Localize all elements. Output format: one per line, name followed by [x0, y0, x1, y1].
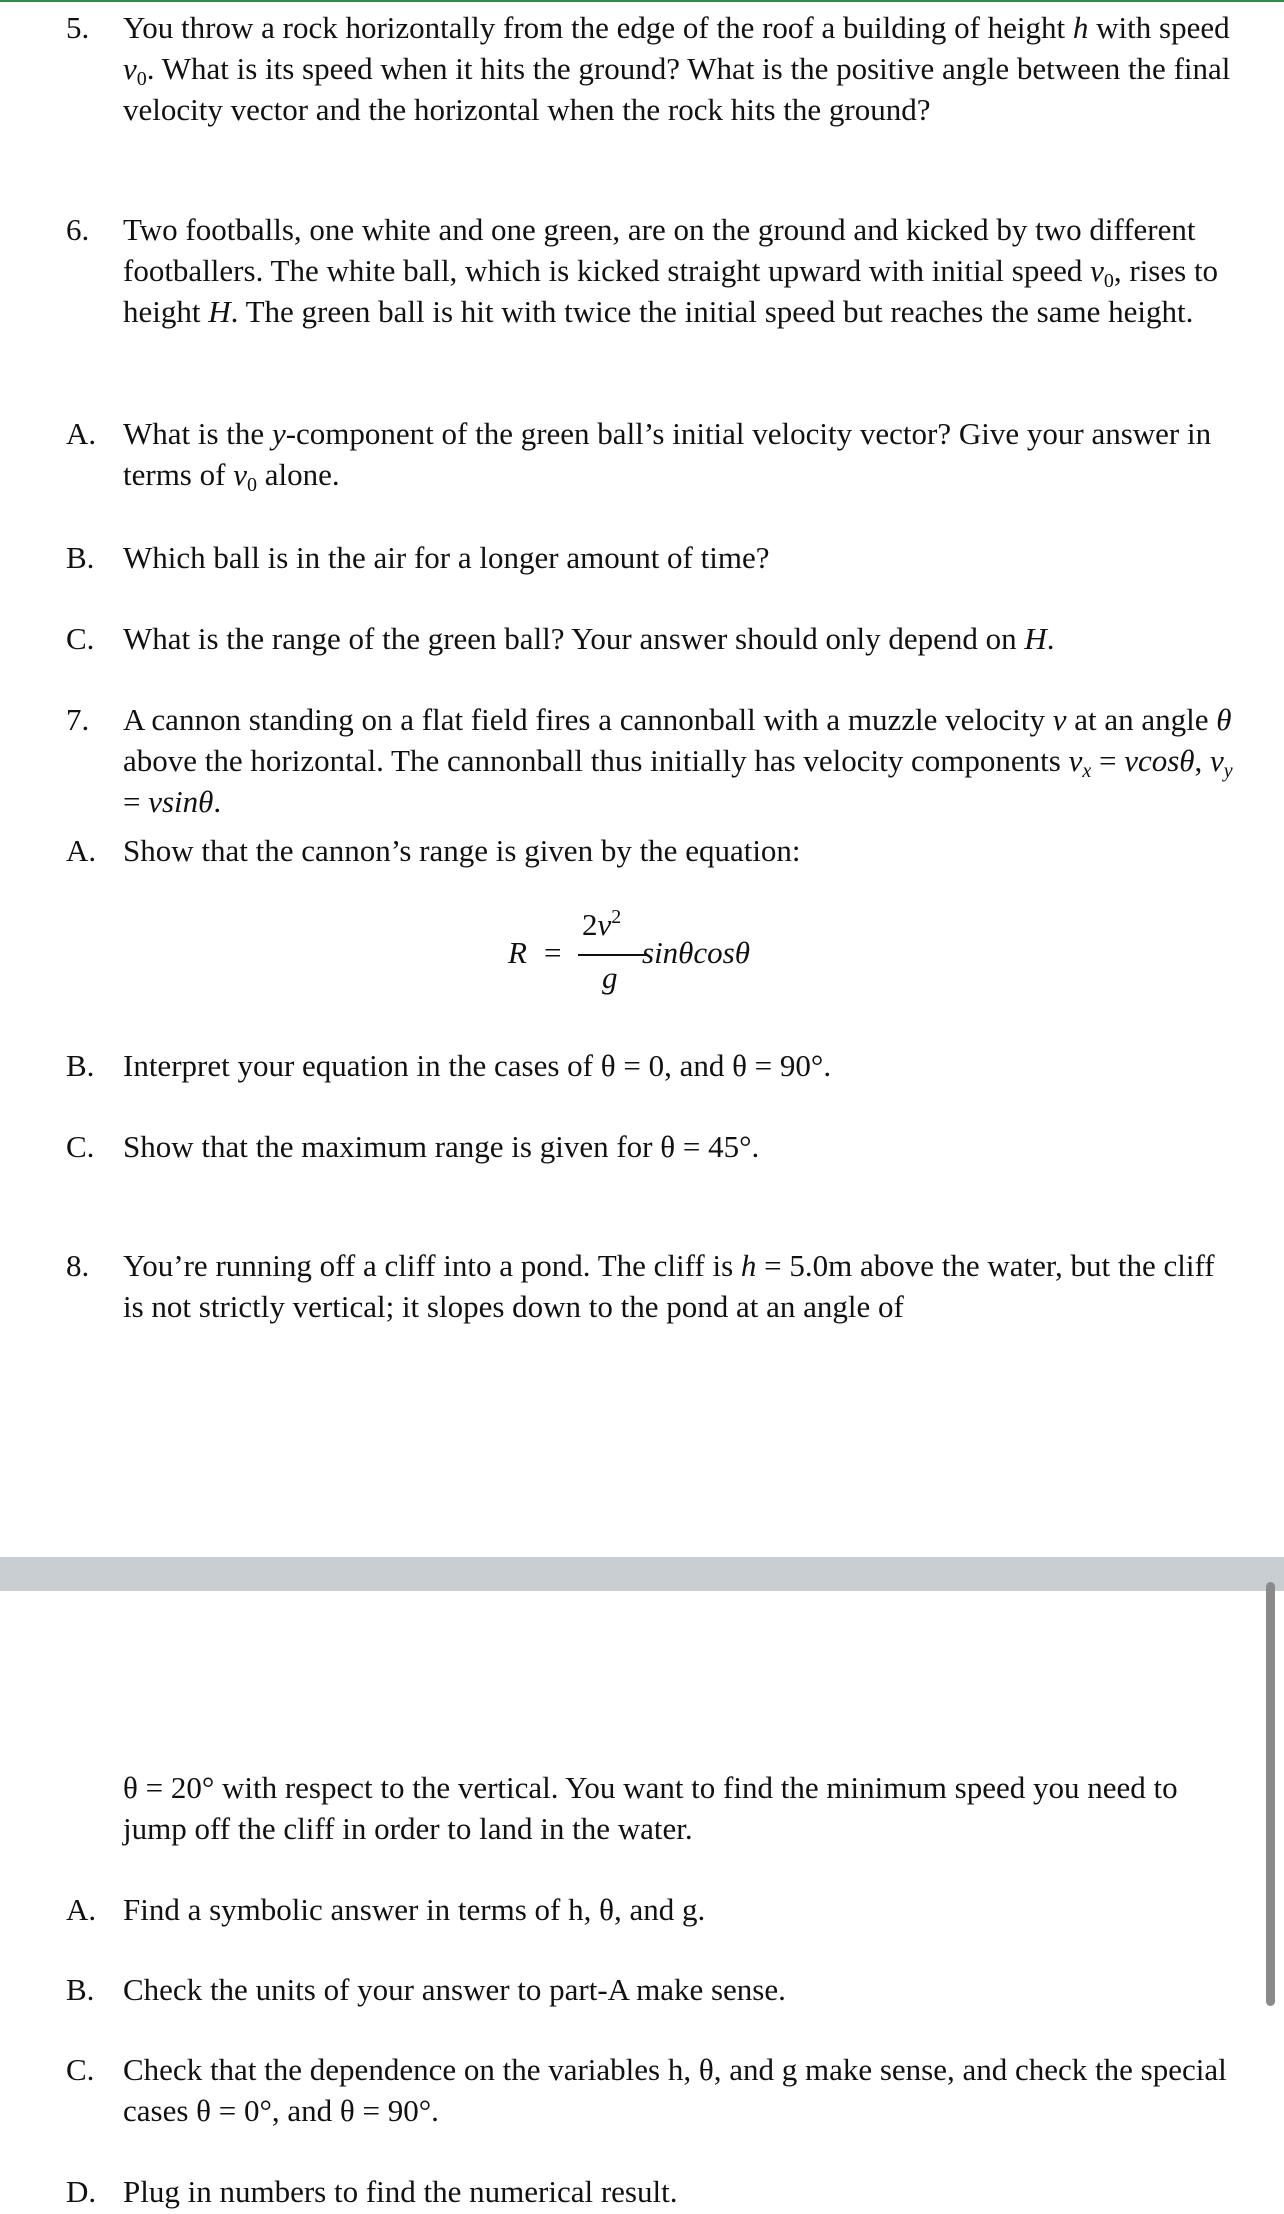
- problem-8-part-d: [66, 2171, 1236, 2212]
- problem-7-part-c: [66, 1126, 1236, 1167]
- problem-8-part-b: [66, 1969, 1236, 2010]
- part-label: A.: [66, 1892, 97, 1927]
- part-text: What is the range of the green ball? Your answer should only depend on H.: [123, 621, 1055, 656]
- part-label: C.: [66, 621, 95, 656]
- problem-text: You’re running off a cliff into a pond. The cliff is h = 5.0m above the water, but the cliff is not strictly vertical; it slopes down to the pond at an angle of: [123, 1248, 1215, 1324]
- part-text: Find a symbolic answer in terms of h, θ, and g.: [123, 1892, 706, 1927]
- problem-number: 5.: [66, 10, 90, 45]
- part-label: B.: [66, 540, 95, 575]
- part-label: B.: [66, 1048, 95, 1083]
- problem-text: Two footballs, one white and one green, are on the ground and kicked by two different footballers. The white ball, which is kicked straight upward with initial speed $v_0$, rises to height H. The green ball is hit with twice the initial speed but reaches the same height.: [123, 212, 1219, 329]
- problem-text: You throw a rock horizontally from the edge of the roof a building of height h with speed $v_0$. What is its speed when it hits the ground? What is the positive angle between the final velocity vector and the horizontal when the rock hits the ground?: [123, 10, 1231, 127]
- part-label: D.: [66, 2174, 97, 2209]
- equation-trig-factor: sinθcosθ: [642, 935, 750, 970]
- part-text: Show that the maximum range is given for θ = 45°.: [123, 1129, 760, 1164]
- problem-number: 8.: [66, 1248, 90, 1283]
- problem-8-part-c: [66, 2049, 1236, 2131]
- part-text: Plug in numbers to find the numerical result.: [123, 2174, 678, 2209]
- equation-numerator: $2v^2$: [582, 906, 622, 942]
- part-label: A.: [66, 833, 97, 868]
- page-break: [0, 1557, 1284, 1591]
- top-accent-line: [0, 0, 1284, 2]
- problem-8-part-a: [66, 1889, 1236, 1930]
- problem-6: [66, 209, 1236, 332]
- part-label: C.: [66, 2052, 95, 2087]
- part-text: Show that the cannon’s range is given by the equation:: [123, 833, 801, 868]
- problem-7: [66, 699, 1236, 822]
- part-text: Check that the dependence on the variables h, θ, and g make sense, and check the special cases θ = 0°, and θ = 90°.: [123, 2052, 1227, 2128]
- part-text: Which ball is in the air for a longer amount of time?: [123, 540, 770, 575]
- part-text: Check the units of your answer to part-A make sense.: [123, 1972, 786, 2007]
- range-equation: [508, 905, 808, 1005]
- part-text: Interpret your equation in the cases of θ = 0, and θ = 90°.: [123, 1048, 832, 1083]
- part-text: What is the y-component of the green ball’s initial velocity vector? Give your answer in terms of $v_0$ alone.: [123, 416, 1212, 496]
- problem-6-part-b: [66, 537, 1236, 578]
- equation-denominator: g: [602, 960, 618, 995]
- equation-equals: =: [544, 935, 562, 970]
- problem-number: 6.: [66, 212, 90, 247]
- problem-7-part-b: [66, 1045, 1236, 1086]
- part-label: C.: [66, 1129, 95, 1164]
- problem-8: [66, 1245, 1236, 1327]
- problem-6-part-a: [66, 413, 1236, 495]
- problem-5: [66, 7, 1236, 130]
- equation-lhs: R: [508, 935, 527, 970]
- part-label: A.: [66, 416, 97, 451]
- problem-6-part-c: [66, 618, 1236, 659]
- scrollbar[interactable]: [1266, 1582, 1275, 2006]
- fraction-bar: [578, 954, 648, 956]
- part-label: B.: [66, 1972, 95, 2007]
- problem-text: A cannon standing on a flat field fires a cannonball with a muzzle velocity v at an angle θ above the horizontal. The cannonball thus initially has velocity components $v_x = vcos\theta$, $v_y = vsin\theta$.: [123, 702, 1233, 819]
- problem-7-part-a: [66, 830, 1236, 871]
- problem-number: 7.: [66, 702, 90, 737]
- problem-8-continued: θ = 20° with respect to the vertical. You want to find the minimum speed you need to jump off the cliff in order to land in the water.: [123, 1770, 1178, 1846]
